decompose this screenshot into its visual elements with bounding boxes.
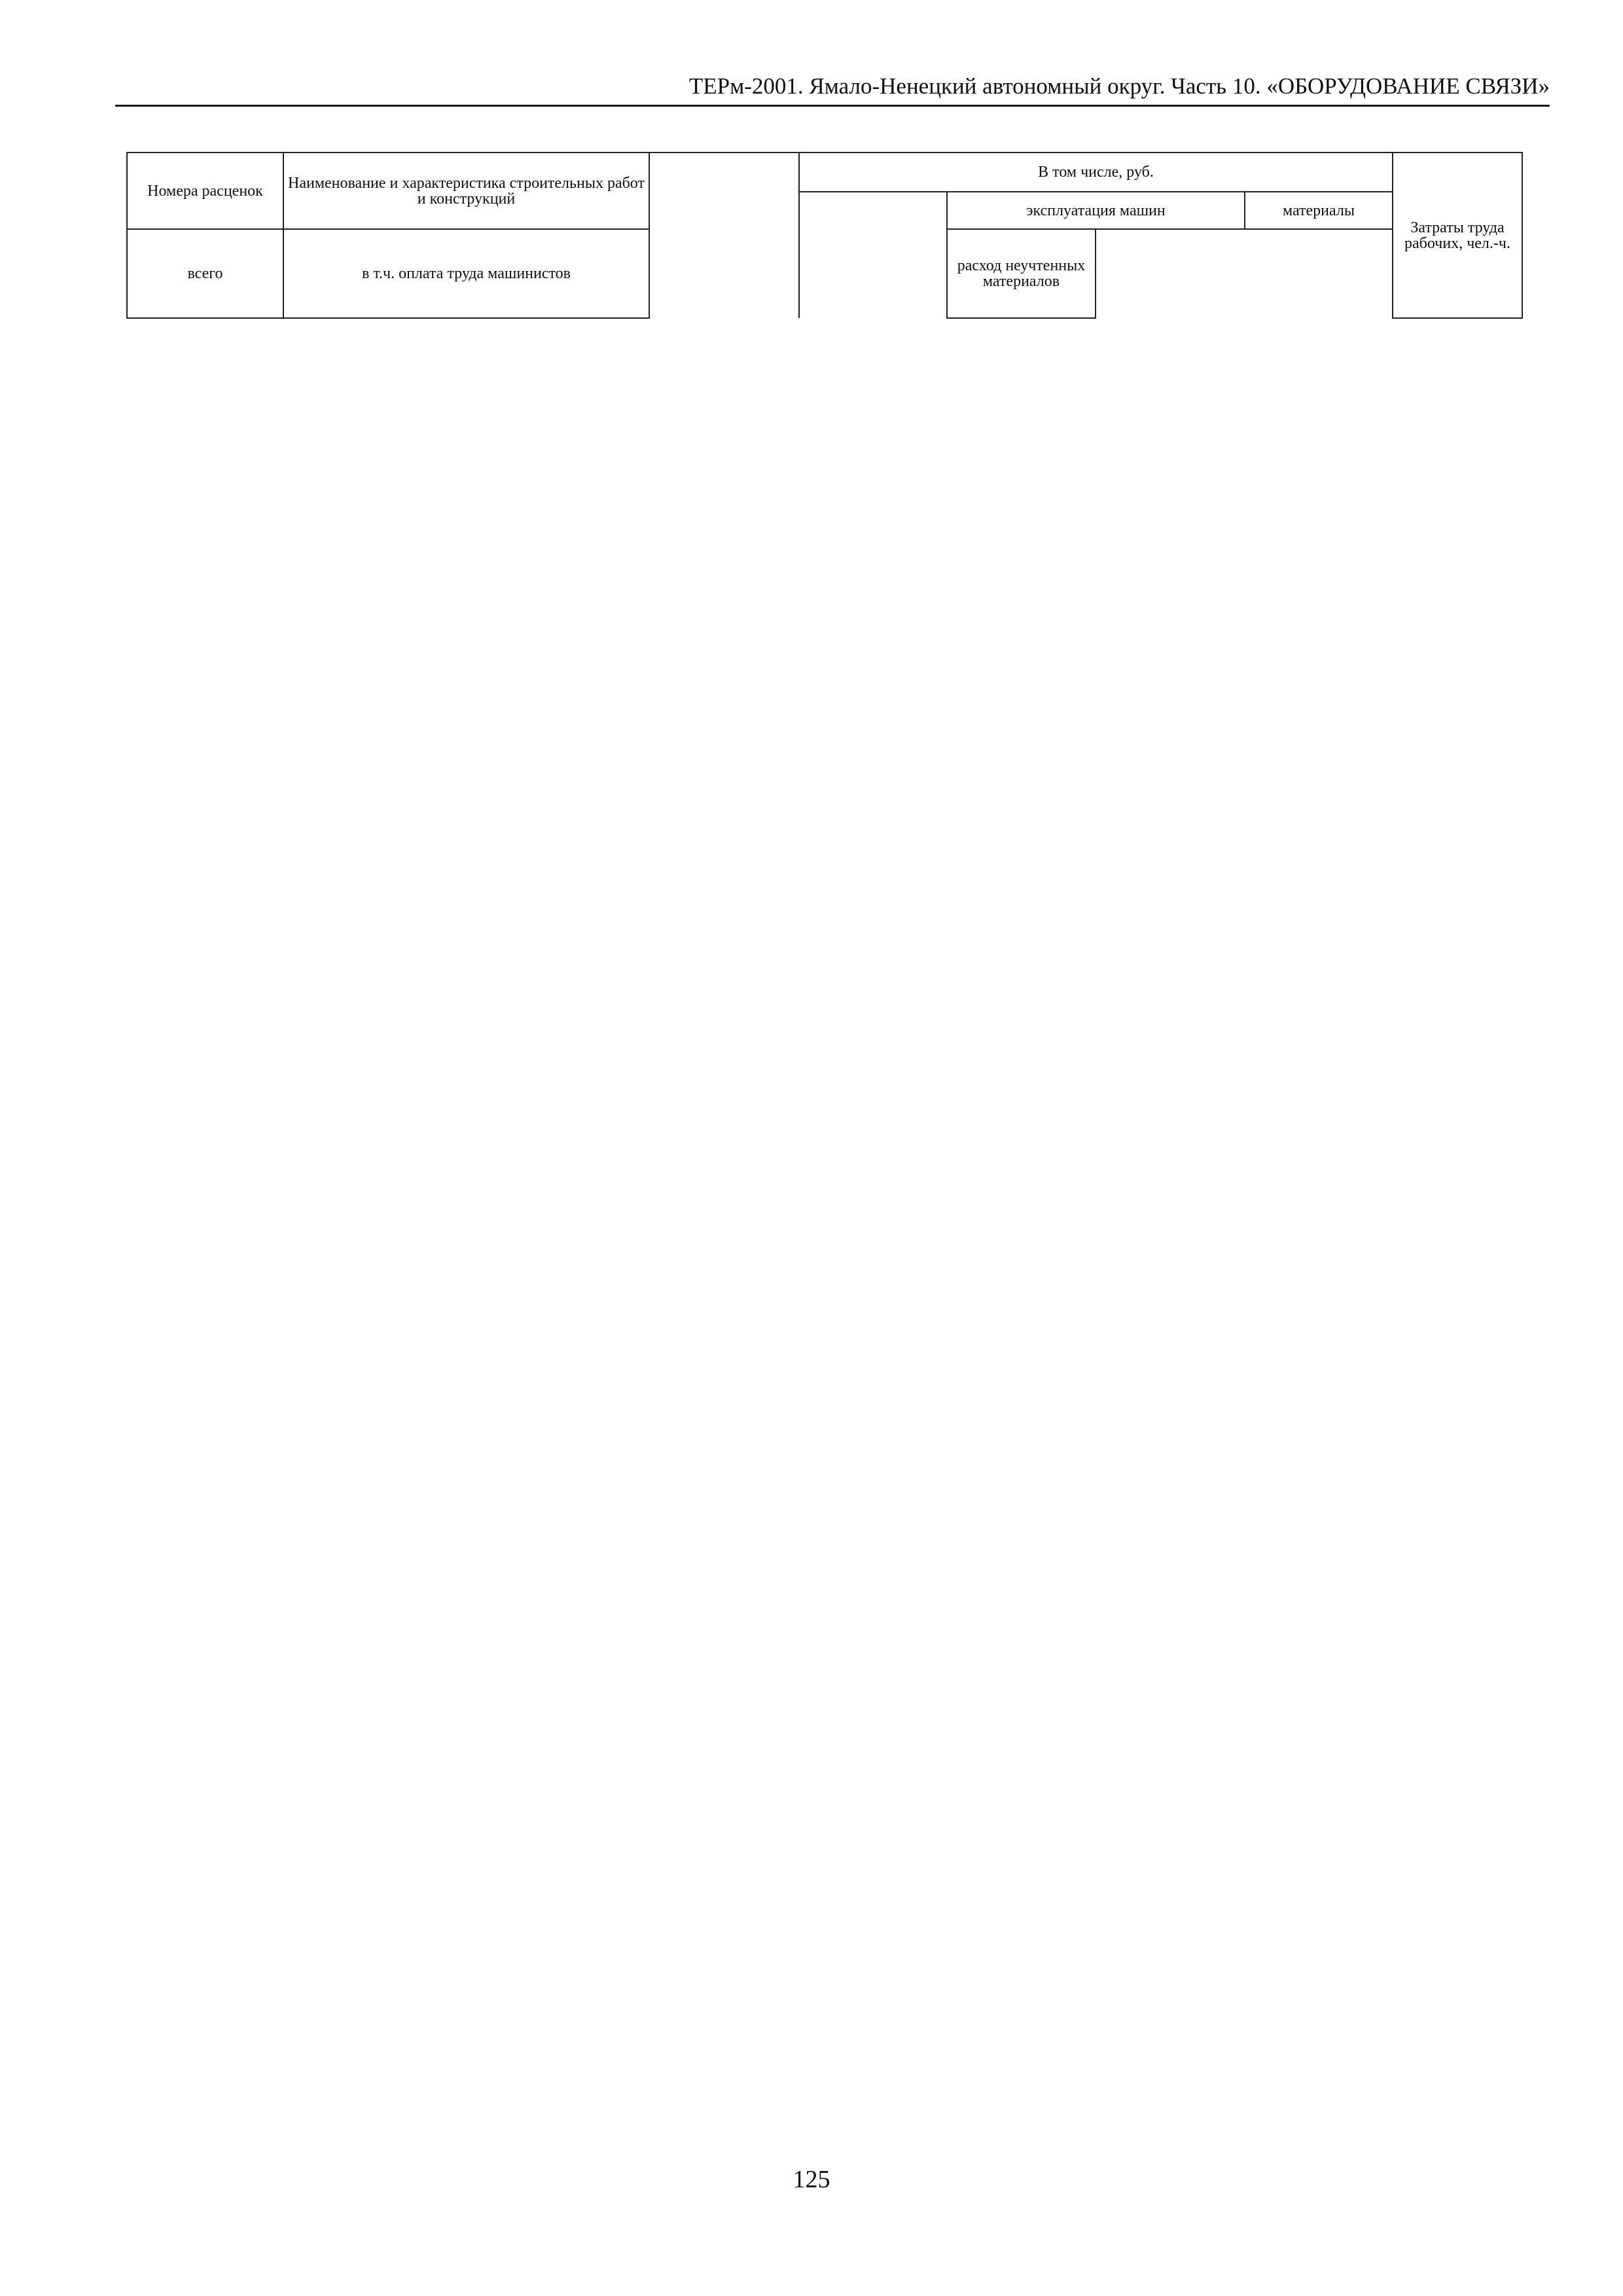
col-head-wage-spacer: [799, 192, 947, 318]
col-head-materials: материалы: [1245, 192, 1393, 229]
running-header: ТЕРм-2001. Ямало-Ненецкий автономный округ. Часть 10. «ОБОРУДОВАНИЕ СВЯЗИ»: [688, 73, 1550, 99]
col-head-labor: Затраты труда рабочих, чел.-ч.: [1393, 152, 1522, 318]
col-head-machinists: в т.ч. оплата труда машинистов: [283, 229, 649, 318]
col-head-direct-spacer: [649, 152, 799, 318]
col-head-group: В том числе, руб.: [799, 152, 1393, 192]
col-head-machines-total: всего: [127, 229, 283, 318]
col-head-unaccounted-materials: расход неучтенных материалов: [947, 229, 1096, 318]
col-head-codes-top: Номера расценок: [127, 152, 283, 229]
col-head-machines: эксплуатация машин: [947, 192, 1245, 229]
page-number: 125: [793, 2166, 830, 2193]
rates-table: [126, 152, 1523, 319]
col-head-name-top: Наименование и характеристика строительных работ и конструкций: [283, 152, 649, 229]
header-rule: [115, 105, 1550, 107]
